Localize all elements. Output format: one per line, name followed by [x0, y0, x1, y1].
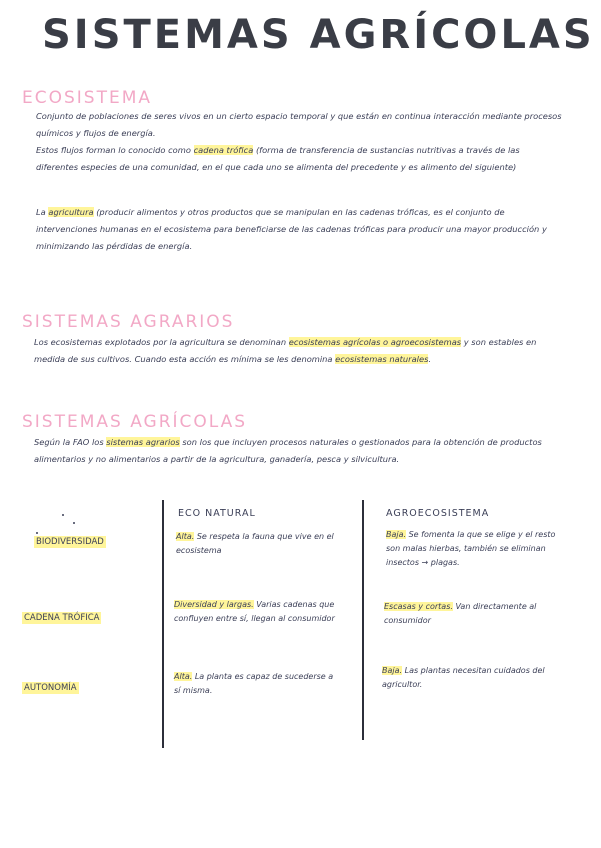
heading-sistemas-agrarios: SISTEMAS AGRARIOS — [22, 312, 235, 332]
cell-agro-autonomia — [382, 664, 568, 692]
agricolas-paragraph — [34, 434, 562, 468]
row-label-biodiversidad: BIODIVERSIDAD — [36, 537, 104, 547]
text-span: Se fomenta la que se elige y el resto son malas hierbas, también se eliminan insectos → plagas. — [386, 530, 556, 567]
heading-ecosistema: ECOSISTEMA — [22, 88, 153, 108]
table-divider-left — [162, 500, 164, 748]
text-span: (producir alimentos y otros productos que se manipulan en las cadenas tróficas, es el conjunto de intervenciones humanas en el ecosistema para beneficiarse de las cadenas tróficas para producir una mayor producción y minimizando las pérdidas de energía. — [36, 207, 547, 251]
text-span: en continua interacción mediante procesos químicos y flujos de energía. — [36, 111, 562, 138]
ecosistema-paragraph-2 — [36, 142, 564, 176]
text-span: Varias cadenas que confluyen entre sí, llegan al consumidor — [174, 600, 335, 623]
ecosistema-paragraph-1 — [36, 108, 564, 142]
highlight-escasas: Escasas y cortas. — [384, 602, 453, 611]
text-span: Según la FAO los — [34, 437, 107, 447]
highlight-alta: Alta. — [174, 672, 193, 681]
cell-eco-cadena-trofica — [174, 598, 340, 626]
highlight-agricultura: agricultura — [48, 207, 94, 217]
column-header-agroecosistema: AGROECOSISTEMA — [386, 508, 490, 519]
highlight-baja: Baja. — [382, 666, 403, 675]
text-span: La planta es capaz de sucederse a sí misma. — [174, 672, 334, 695]
highlight-sistemas-agrarios: sistemas agrarios — [106, 437, 180, 447]
highlight-cadena-trofica: cadena trófica — [193, 145, 254, 155]
cell-eco-autonomia — [174, 670, 340, 698]
ecosistema-paragraph-3 — [36, 204, 564, 255]
highlight-baja: Baja. — [386, 530, 407, 539]
agrarios-paragraph — [34, 334, 562, 368]
ink-dot — [73, 522, 75, 524]
heading-sistemas-agricolas: SISTEMAS AGRÍCOLAS — [22, 412, 248, 432]
ink-dot — [36, 532, 38, 534]
row-label-cadena-trofica: CADENA TRÓFICA — [24, 613, 100, 623]
text-span: . — [428, 354, 432, 364]
text-span: Conjunto de poblaciones de seres vivos en un cierto espacio temporal y que están — [36, 111, 382, 121]
text-span: y son estables en medida de sus cultivos. Cuando esta acción es mínima se les denomina — [34, 337, 537, 364]
text-span: son los que incluyen procesos naturales o gestionados para la obtención de productos alimentarios y no alimentarios a partir de la agricultura, ganadería, pesca y silvicultura. — [34, 437, 542, 464]
text-span: La — [36, 207, 49, 217]
text-span: Se respeta la fauna que vive en el ecosistema — [176, 532, 334, 555]
text-span: Van directamente al consumidor — [384, 602, 537, 625]
text-span: Las plantas necesitan cuidados del agricultor. — [382, 666, 545, 689]
cell-agro-biodiversidad — [386, 528, 572, 570]
text-span: (forma de transferencia de sustancias nutritivas a través de las diferentes especies de una comunidad, en el que cada uno se alimenta del precedente y es alimento del siguiente) — [36, 145, 520, 172]
highlight-alta: Alta. — [176, 532, 195, 541]
table-divider-right — [362, 500, 364, 740]
highlight-ecosistemas-naturales: ecosistemas naturales — [335, 354, 429, 364]
column-header-eco-natural: ECO NATURAL — [178, 508, 256, 519]
highlight-agroecosistemas: ecosistemas agrícolas o agroecosistemas — [288, 337, 462, 347]
highlight-diversidad: Diversidad y largas. — [174, 600, 254, 609]
text-span: Los ecosistemas explotados por la agricultura se denominan — [34, 337, 289, 347]
cell-eco-biodiversidad — [176, 530, 336, 558]
text-span: Estos flujos forman lo conocido como — [36, 145, 194, 155]
page-title: SISTEMAS AGRÍCOLAS — [42, 12, 595, 58]
cell-agro-cadena-trofica — [384, 600, 570, 628]
row-label-autonomia: AUTONOMÍA — [24, 683, 77, 693]
ink-dot — [62, 514, 64, 516]
